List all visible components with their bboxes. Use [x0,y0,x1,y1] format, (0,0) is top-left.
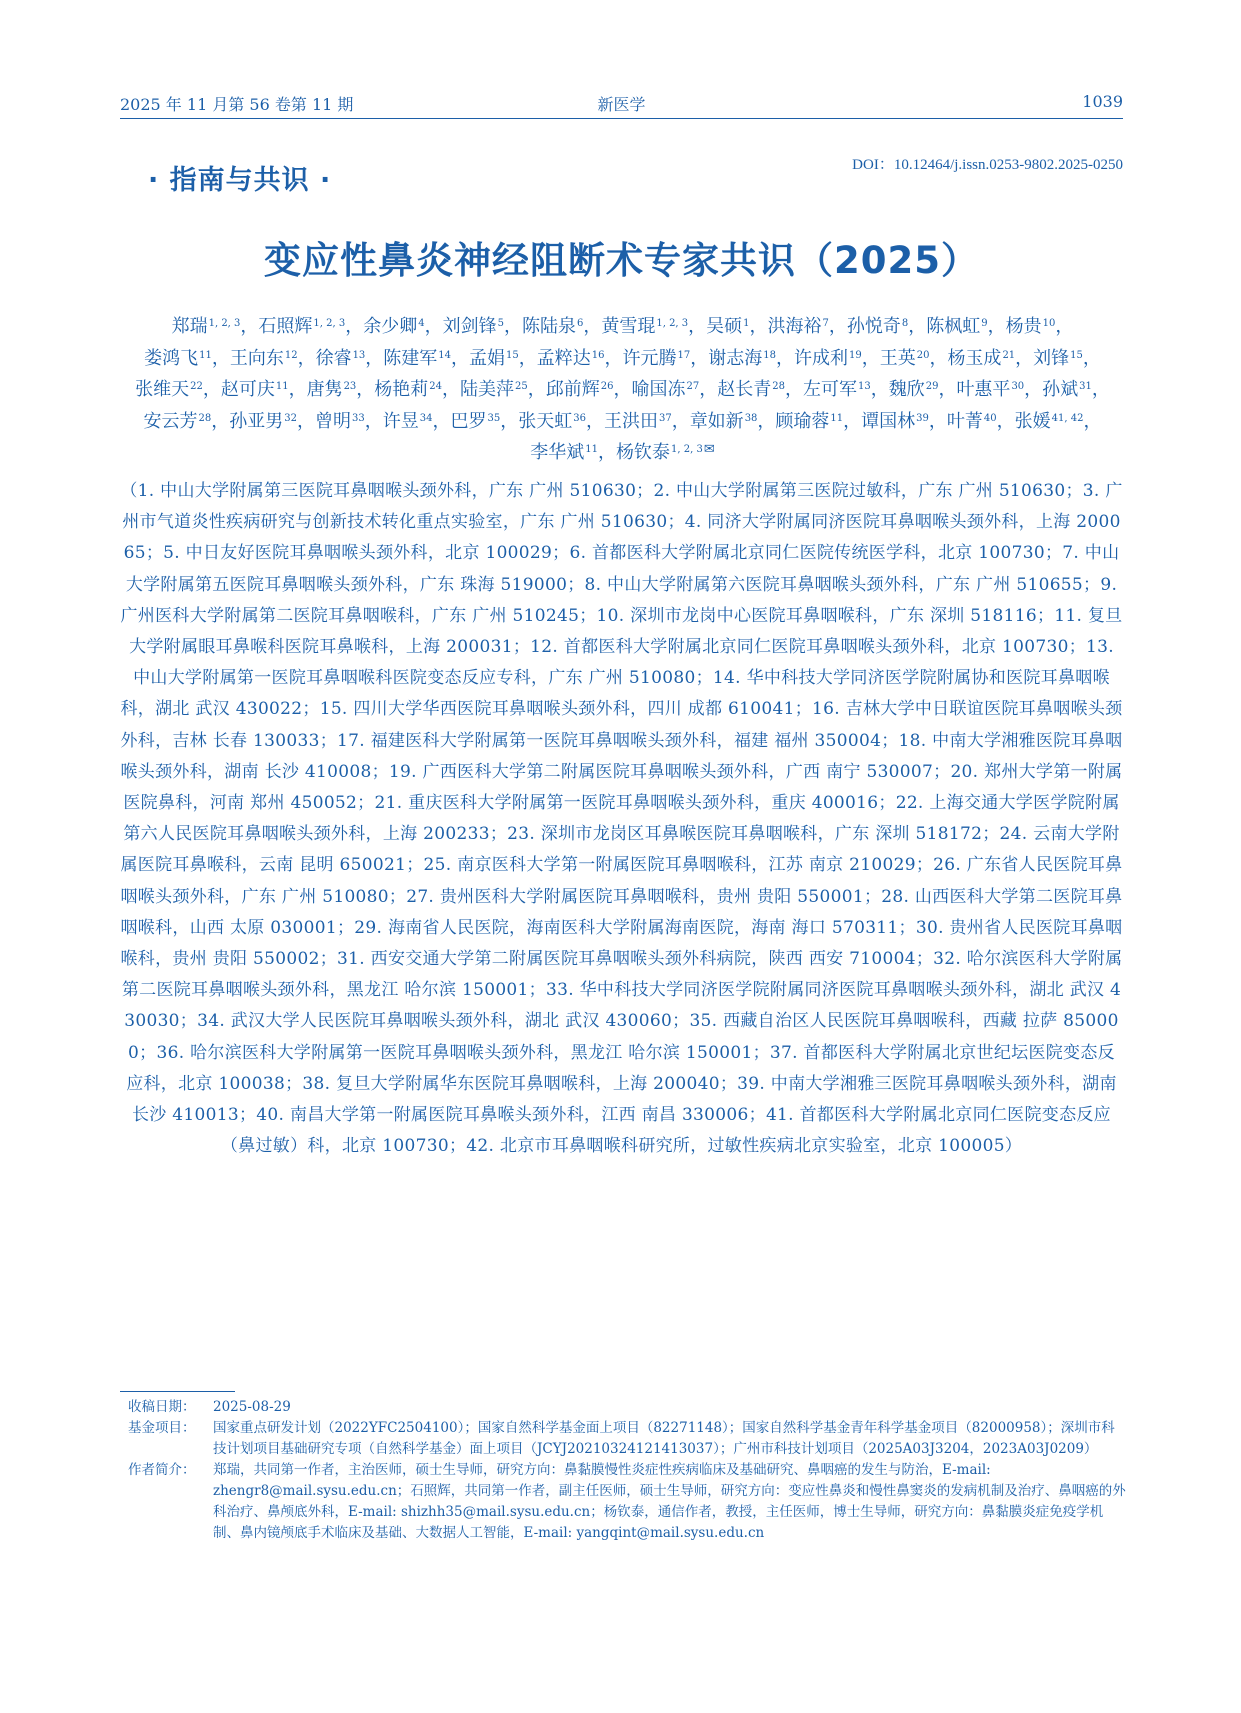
author [537,348,605,369]
received-value: 2025-08-29 [213,1399,291,1415]
author-affiliation-number: 1, 2, 3 [208,318,241,329]
author-name: 张天虹 [518,410,573,432]
author-affiliation-number: 11 [830,412,844,424]
author-affiliation-number: 5 [497,318,504,329]
author-affiliation-number: 22 [190,381,203,392]
author [221,379,289,400]
author-name: 张维天 [135,379,190,400]
author-name: 杨艳莉 [374,379,429,400]
author [229,411,297,432]
author [144,348,212,369]
author-name: 许昱 [382,410,419,432]
author [258,316,345,337]
author-affiliation-number: 33 [352,412,365,424]
author-affiliation-number: 14 [438,349,452,361]
author-name: 许成利 [793,347,848,369]
author [604,411,672,432]
article-title: 变应性鼻炎神经阻断术专家共识（2025） [264,239,979,282]
author [307,379,357,400]
author [947,411,997,432]
author [363,316,424,337]
author [383,348,451,369]
author-name: 孟粹达 [536,347,591,369]
author [316,348,366,369]
author-affiliation-number: 26 [600,381,614,392]
author-affiliation-number: 23 [343,381,357,392]
author-affiliation-number: 13 [352,349,366,361]
author-affiliation-number: 1 [743,318,750,329]
author [889,379,939,400]
author-affiliation-number: 34 [419,412,433,424]
author-name: 孟娟 [469,347,506,369]
author-affiliation-number: 28 [198,412,212,424]
author-name: 张媛 [1014,410,1051,432]
journal-issue: 2025 年 11 月第 56 卷第 11 期 [120,95,354,114]
author-name: 刘剑锋 [442,316,497,337]
journal-name: 新医学 [597,95,646,114]
author [230,348,298,369]
author-affiliation-number: 15 [1070,349,1083,361]
author-name: 许元腾 [622,347,677,369]
author-name: 孙亚男 [229,410,284,432]
funding-label: 基金项目： [128,1420,196,1436]
author [443,316,504,337]
author [847,316,908,337]
author-name: 安云芳 [143,410,198,432]
author-name: 叶惠平 [956,379,1011,400]
author-name: 魏欣 [888,379,925,400]
corresponding-mail-icon: ✉ [703,442,715,457]
author-name: 赵长青 [717,379,772,400]
author-affiliation-number: 1, 2, 3 [313,318,346,329]
author-name: 孙悦奇 [846,316,901,337]
author-affiliation-number: 32 [284,412,298,424]
author [794,348,862,369]
author [518,411,586,432]
author-name: 曾明 [315,410,352,432]
author [601,316,688,337]
author-affiliation-number: 10 [1042,318,1056,329]
author [460,379,528,400]
author-affiliation-number: 4 [418,318,425,329]
author [135,379,203,400]
author-affiliation-number: 21 [1002,349,1016,361]
author-name: 顾瑜蓉 [775,410,830,432]
author-name: 余少卿 [363,316,418,337]
author-name: 赵可庆 [220,379,275,400]
author-name: 黄雪琨 [601,316,656,337]
author-name: 徐睿 [315,347,352,369]
author [861,411,929,432]
header-divider [120,118,1123,119]
author-affiliation-number: 18 [763,349,776,361]
author-name: 杨玉成 [947,347,1002,369]
author-name: 叶菁 [946,410,983,432]
running-header [120,92,1123,118]
author-name: 吴硕 [706,316,743,337]
author-name: 谭国林 [861,410,916,432]
author [1006,316,1056,337]
author [172,316,241,337]
author-name: 刘锋 [1033,347,1070,369]
author [956,379,1024,400]
author [947,348,1015,369]
author-affiliation-number: 12 [284,349,298,361]
author-affiliation-number: 6 [576,318,584,329]
footnotes [128,1397,1128,1544]
author-affiliation-number: 16 [591,349,605,361]
author-name: 邱前辉 [545,379,600,400]
author-name: 陈枫虹 [926,316,981,337]
author-name: 石照辉 [258,316,313,337]
author-affiliation-number: 28 [772,381,785,392]
author-affiliation-number: 19 [848,349,862,361]
author [144,411,212,432]
author-name: 喻国冻 [631,379,686,400]
author-name: 李华斌 [530,442,585,463]
author [383,411,433,432]
author-affiliation-number: 37 [658,412,672,424]
author-name: 巴罗 [450,410,487,432]
author-affiliation-number: 8 [901,318,909,329]
author [717,379,785,400]
author [1033,348,1083,369]
author-name: 左可军 [802,379,857,400]
author-affiliation-number: 1, 2, 3 [671,444,703,455]
author [690,411,758,432]
author-affiliation-number: 35 [487,412,501,424]
author-affiliation-number: 11 [585,444,598,455]
author-affiliation-number: 17 [677,349,691,361]
author-name: 王英 [879,347,916,369]
author [803,379,871,400]
author-affiliation-number: 38 [744,412,758,424]
author-intro-label: 作者简介： [128,1462,196,1478]
author-affiliation-number: 41, 42 [1051,412,1084,424]
author [880,348,930,369]
author-intro-value: 郑瑞，共同第一作者，主治医师，硕士生导师，研究方向：鼻黏膜慢性炎症性疾病临床及基础研究、鼻咽癌的发生与防治，E-mail: zhengr8@mail.sysu.edu.cn；石照辉，共同第一作者，副主任医师，硕士生导师，研究方向：变应性鼻炎和慢性鼻窦炎的发病机制及治疗、鼻咽癌的外科治疗、鼻颅底外科，E-mail: shizhh35@mail.sysu.edu.cn；杨钦泰，通信作者，教授，主任医师，博士生导师，研究方向：鼻黏膜炎症免疫学机制、鼻内镜颅底手术临床及基础、大数据人工智能，E-mail: yangqint@mail.sysu.edu.cn [213,1462,1126,1541]
author [706,316,749,337]
author-affiliation-number: 13 [857,381,871,392]
author-name: 王向东 [229,347,284,369]
section-label: · 指南与共识 · [148,165,332,196]
author-affiliation-number: 39 [916,412,929,424]
author-affiliation-number: 11 [275,381,289,392]
author [530,442,598,463]
author [1015,411,1084,432]
author-affiliation-number: 30 [1011,381,1025,392]
author [546,379,614,400]
author-name: 娄鸿飞 [144,347,199,369]
author [1042,379,1092,400]
author-affiliation-number: 1, 2, 3 [656,318,689,329]
page-number: 1039 [1082,92,1123,111]
author-affiliation-number: 11 [199,349,212,361]
affiliations: （1. 中山大学附属第三医院耳鼻咽喉头颈外科，广东 广州 510630；2. 中山大学附属第三医院过敏科，广东 广州 510630；3. 广州市气道炎性疾病研究与创新技术转化重点实验室，广东 广州 510630；4. 同济大学附属同济医院耳鼻咽喉头颈外科，上海 200065；5. 中日友好医院耳鼻咽喉头颈外科，北京 100029；6. 首都医科大学附属北京同仁医院传统医学科，北京 100730；7. 中山大学附属第五医院耳鼻咽喉头颈外科，广东 珠海 519000；8. 中山大学附属第六医院耳鼻咽喉头颈外科，广东 广州 510655；9. 广州医科大学附属第二医院耳鼻咽喉科，广东 广州 510245；10. 深圳市龙岗中心医院耳鼻咽喉科，广东 深圳 518116；11. 复旦大学附属眼耳鼻喉科医院耳鼻喉科，上海 200031；12. 首都医科大学附属北京同仁医院耳鼻咽喉头颈外科，北京 100730；13. 中山大学附属第一医院耳鼻咽喉科医院变态反应专科，广东 广州 510080；14. 华中科技大学同济医学院附属协和医院耳鼻咽喉科，湖北 武汉 430022；15. 四川大学华西医院耳鼻咽喉头颈外科，四川 成都 610041；16. 吉林大学中日联谊医院耳鼻咽喉头颈外科，吉林 长春 130033；17. 福建医科大学附属第一医院耳鼻咽喉头颈外科，福建 福州 350004；18. 中南大学湘雅医院耳鼻咽喉头颈外科，湖南 长沙 410008；19. 广西医科大学第二附属医院耳鼻咽喉头颈外科，广西 南宁 530007；20. 郑州大学第一附属医院鼻科，河南 郑州 450052；21. 重庆医科大学附属第一医院耳鼻咽喉头颈外科，重庆 400016；22. 上海交通大学医学院附属第六人民医院耳鼻咽喉头颈外科，上海 200233；23. 深圳市龙岗区耳鼻喉医院耳鼻咽喉科，广东 深圳 518172；24. 云南大学附属医院耳鼻喉科，云南 昆明 650021；25. 南京医科大学第一附属医院耳鼻咽喉科，江苏 南京 210029；26. 广东省人民医院耳鼻咽喉头颈外科，广东 广州 510080；27. 贵州医科大学附属医院耳鼻咽喉科，贵州 贵阳 550001；28. 山西医科大学第二医院耳鼻咽喉科，山西 太原 030001；29. 海南省人民医院，海南医科大学附属海南医院，海南 海口 570311；30. 贵州省人民医院耳鼻咽喉科，贵州 贵阳 550002；31. 西安交通大学第二附属医院耳鼻咽喉头颈外科病院，陕西 西安 710004；32. 哈尔滨医科大学附属第二医院耳鼻咽喉头颈外科，黑龙江 哈尔滨 150001；33. 华中科技大学同济医学院附属同济医院耳鼻咽喉头颈外科，湖北 武汉 430030；34. 武汉大学人民医院耳鼻咽喉头颈外科，湖北 武汉 430060；35. 西藏自治区人民医院耳鼻咽喉科，西藏 拉萨 850000；36. 哈尔滨医科大学附属第一医院耳鼻咽喉头颈外科，黑龙江 哈尔滨 150001；37. 首都医科大学附属北京世纪坛医院变态反应科，北京 100038；38. 复旦大学附属华东医院耳鼻咽喉科，上海 200040；39. 中南大学湘雅三医院耳鼻咽喉头颈外科，湖南 长沙 410013；40. 南昌大学第一附属医院耳鼻喉头颈外科，江西 南昌 330006；41. 首都医科大学附属北京同仁医院变态反应（鼻过敏）科，北京 100730；42. 北京市耳鼻咽喉科研究所，过敏性疾病北京实验室，北京 100005） [120,481,1123,1157]
author-intro [128,1460,1128,1544]
author [623,348,691,369]
author [768,316,829,337]
author [469,348,519,369]
author [616,442,715,463]
author-affiliation-number: 7 [822,318,829,329]
author-name: 孙斌 [1042,379,1079,400]
author-affiliation-number: 27 [686,381,700,392]
author-name: 章如新 [689,410,744,432]
author-affiliation-number: 36 [573,412,586,424]
footnote-divider [120,1391,235,1392]
author-name: 陈陆泉 [521,316,576,337]
author [926,316,987,337]
funding-value: 国家重点研发计划（2022YFC2504100）；国家自然科学基金面上项目（82271148）；国家自然科学基金青年科学基金项目（82000958）；深圳市科技计划项目基础研究专项（自然科学基金）面上项目（JCYJ20210324121413037）；广州市科技计划项目（2025A03J3204，2023A03J0209） [213,1420,1115,1457]
author-affiliation-number: 31 [1079,381,1092,392]
funding [128,1418,1128,1460]
received-date [128,1397,1128,1418]
author-name: 陆美萍 [460,379,515,400]
author-name: 谢志海 [708,347,763,369]
author [450,411,500,432]
author-affiliation-number: 29 [925,381,939,392]
author [775,411,843,432]
author-list: 郑瑞$^{1, 2, 3}$，石照辉$^{1, 2, 3}$，余少卿$^4$，刘剑锋$^5$，陈陆泉$^6$，黄雪琨$^{1, 2, 3}$，吴硕$^1$，洪海裕$^7$，孙悦奇$^8$，陈枫虹$^9$，杨贵$^{10}$，娄鸿飞$^{11}$，王向东$^{12}$，徐睿$^{13}$，陈建军$^{14}$，孟娟$^{15}$，孟粹达$^{16}$，许元腾$^{17}$，谢志海$^{18}$，许成利$^{19}$，王英$^{20}$，杨玉成$^{21}$，刘锋$^{15}$，张维天$^{22}$，赵可庆$^{11}$，唐隽$^{23}$，杨艳莉$^{24}$，陆美萍$^{25}$，邱前辉$^{26}$，喻国冻$^{27}$，赵长青$^{28}$，左可军$^{13}$，魏欣$^{29}$，叶惠平$^{30}$，孙斌$^{31}$，安云芳$^{28}$，孙亚男$^{32}$，曾明$^{33}$，许昱$^{34}$，巴罗$^{35}$，张天虹$^{36}$，王洪田$^{37}$，章如新$^{38}$，顾瑜蓉$^{11}$，谭国林$^{39}$，叶菁$^{40}$，张媛$^{41, 42}$，李华斌$^{11}$，杨钦泰$^{1, 2, 3✉}$ [135,316,1110,463]
author-name: 杨贵 [1005,316,1042,337]
author-name: 洪海裕 [767,316,822,337]
author-affiliation-number: 25 [515,381,528,392]
received-label: 收稿日期： [128,1399,196,1415]
author-affiliation-number: 24 [429,381,443,392]
author-name: 郑瑞 [171,316,208,337]
author-name: 王洪田 [603,410,658,432]
author [315,411,365,432]
author-name: 陈建军 [383,347,438,369]
author-name: 杨钦泰 [616,442,670,463]
doi[interactable]: DOI：10.12464/j.issn.0253-9802.2025-0250 [852,157,1123,173]
author [522,316,583,337]
author-name: 唐隽 [306,379,343,400]
author-affiliation-number: 40 [983,412,997,424]
author-affiliation-number: 9 [981,318,988,329]
author-affiliation-number: 20 [916,349,930,361]
author [374,379,442,400]
author [708,348,776,369]
author [632,379,700,400]
author-affiliation-number: 15 [506,349,519,361]
